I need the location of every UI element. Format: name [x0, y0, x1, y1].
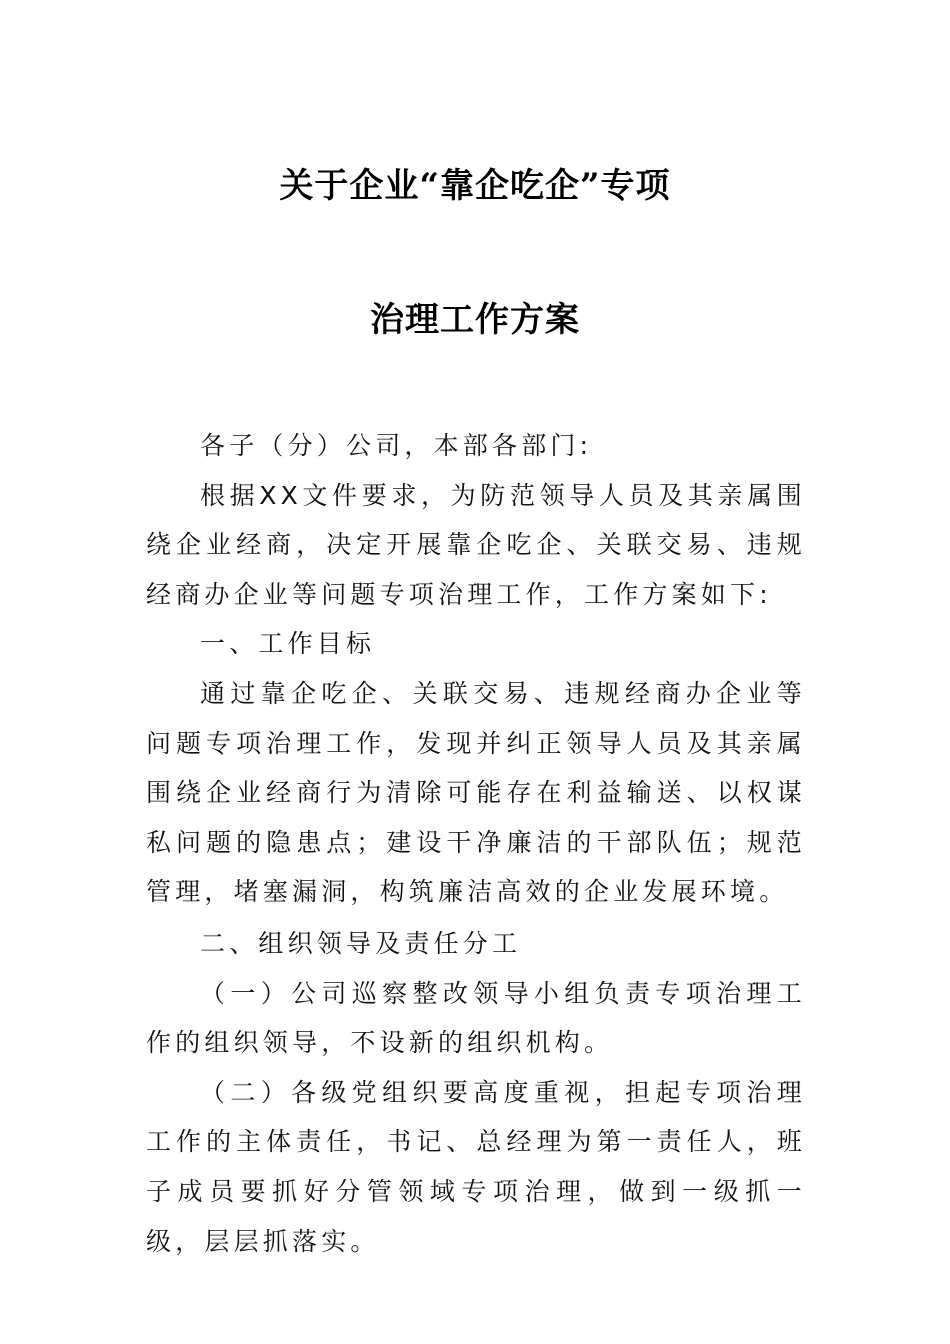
organization-item-1: （一）公司巡察整改领导小组负责专项治理工作的组织领导，不设新的组织机构。 — [146, 978, 806, 1058]
goals-paragraph: 通过靠企吃企、关联交易、违规经商办企业等问题专项治理工作，发现并纠正领导人员及其亲属围绕企业经商行为清除可能存在利益输送、以权谋私问题的隐患点；建设干净廉洁的干部队伍；规范管理，堵塞漏洞，构筑廉洁高效的企业发展环境。 — [146, 678, 806, 907]
document-body — [146, 421, 806, 1266]
document-title-line-1: 关于企业“靠企吃企”专项 — [279, 166, 671, 206]
section-heading-goals: 一、工作目标 — [200, 629, 376, 659]
salutation: 各子（分）公司，本部各部门: — [200, 431, 593, 460]
intro-paragraph: 根据XX文件要求，为防范领导人员及其亲属围绕企业经商，决定开展靠企吃企、关联交易、违规经商办企业等问题专项治理工作，工作方案如下: — [146, 480, 806, 609]
organization-item-2: （二）各级党组织要高度重视，担起专项治理工作的主体责任，书记、总经理为第一责任人，班子成员要抓好分管领域专项治理，做到一级抓一级，层层抓落实。 — [146, 1077, 806, 1256]
document-title-line-2: 治理工作方案 — [370, 300, 580, 340]
section-heading-organization: 二、组织领导及责任分工 — [200, 928, 522, 958]
